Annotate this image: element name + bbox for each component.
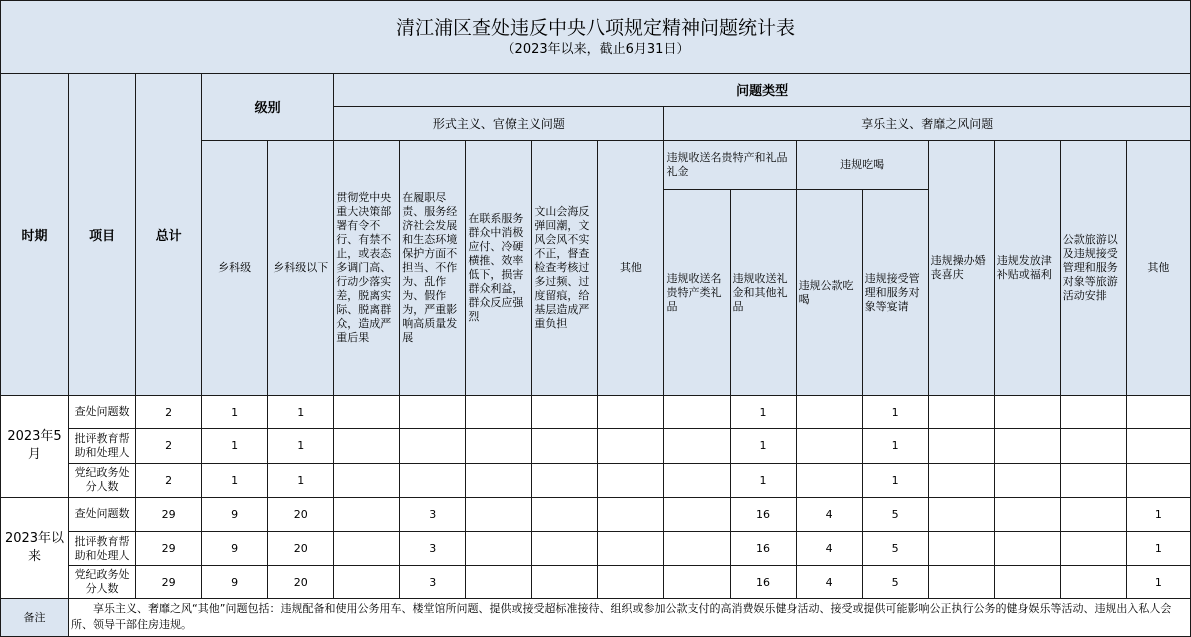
- header-hedonism: 享乐主义、奢靡之风问题: [664, 106, 1191, 140]
- f2-cell: [400, 396, 466, 429]
- f4-cell: [532, 463, 598, 497]
- f4-cell: [532, 532, 598, 566]
- h3-cell: [928, 463, 994, 497]
- header-gift-cash: 违规收送礼金和其他礼品: [730, 190, 796, 396]
- h4-cell: [994, 429, 1060, 463]
- gift-a-cell: [664, 396, 730, 429]
- gift-a-cell: [664, 532, 730, 566]
- total-cell: 29: [136, 566, 202, 598]
- dining-a-cell: 4: [796, 566, 862, 598]
- header-item: 项目: [69, 73, 136, 396]
- f1-cell: [334, 532, 400, 566]
- f1-cell: [334, 463, 400, 497]
- dining-b-cell: 1: [862, 429, 928, 463]
- f3-cell: [466, 463, 532, 497]
- total-cell: 29: [136, 497, 202, 531]
- f2-cell: 3: [400, 497, 466, 531]
- f2-cell: [400, 429, 466, 463]
- header-dining-banquets: 违规接受管理和服务对象等宴请: [862, 190, 928, 396]
- f4-cell: [532, 396, 598, 429]
- f2-cell: 3: [400, 532, 466, 566]
- gift-a-cell: [664, 429, 730, 463]
- header-gift-group: 违规收送名贵特产和礼品礼金: [664, 141, 796, 190]
- gift-a-cell: [664, 497, 730, 531]
- dining-a-cell: [796, 396, 862, 429]
- total-cell: 2: [136, 429, 202, 463]
- h3-cell: [928, 497, 994, 531]
- dining-a-cell: 4: [796, 532, 862, 566]
- township-cell: 1: [202, 429, 268, 463]
- header-formalism-other: 其他: [598, 141, 664, 396]
- h3-cell: [928, 566, 994, 598]
- header-total: 总计: [136, 73, 202, 396]
- f-other-cell: [598, 566, 664, 598]
- header-formalism-2: 在履职尽责、服务经济社会发展和生态环境保护方面不担当、不作为、乱作为、假作为，严重影响高质量发展: [400, 141, 466, 396]
- header-hedonism-other: 其他: [1126, 141, 1190, 396]
- h5-cell: [1060, 497, 1126, 531]
- dining-a-cell: 4: [796, 497, 862, 531]
- table-row: [1, 429, 1191, 463]
- header-formalism-4: 文山会海反弹回潮，文风会风不实不正，督查检查考核过多过频、过度留痕，给基层造成严重负担: [532, 141, 598, 396]
- township-cell: 1: [202, 396, 268, 429]
- total-cell: 2: [136, 396, 202, 429]
- header-problem-type: 问题类型: [334, 73, 1191, 106]
- h-other-cell: 1: [1126, 497, 1190, 531]
- h3-cell: [928, 396, 994, 429]
- h-other-cell: [1126, 463, 1190, 497]
- f-other-cell: [598, 532, 664, 566]
- table-row: [1, 396, 1191, 429]
- f-other-cell: [598, 463, 664, 497]
- f-other-cell: [598, 429, 664, 463]
- f4-cell: [532, 497, 598, 531]
- dining-a-cell: [796, 429, 862, 463]
- f2-cell: [400, 463, 466, 497]
- h4-cell: [994, 532, 1060, 566]
- item-cell: 批评教育帮助和处理人: [69, 429, 136, 463]
- item-cell: 查处问题数: [69, 396, 136, 429]
- h5-cell: [1060, 566, 1126, 598]
- header-weddings-funerals: 违规操办婚丧喜庆: [928, 141, 994, 396]
- header-level-below: 乡科级以下: [268, 141, 334, 396]
- item-cell: 批评教育帮助和处理人: [69, 532, 136, 566]
- item-cell: 党纪政务处分人数: [69, 463, 136, 497]
- f3-cell: [466, 566, 532, 598]
- note-text: 享乐主义、奢靡之风“其他”问题包括：违规配备和使用公务用车、楼堂馆所问题、提供或接受超标准接待、组织或参加公款支付的高消费娱乐健身活动、接受或提供可能影响公正执行公务的健身娱乐等活动、违规出入私人会所、领导干部住房违规。: [69, 598, 1191, 636]
- h3-cell: [928, 532, 994, 566]
- gift-b-cell: 16: [730, 566, 796, 598]
- f3-cell: [466, 497, 532, 531]
- h-other-cell: 1: [1126, 532, 1190, 566]
- item-cell: 查处问题数: [69, 497, 136, 531]
- h-other-cell: 1: [1126, 566, 1190, 598]
- township-cell: 9: [202, 566, 268, 598]
- table-row: [1, 463, 1191, 497]
- h-other-cell: [1126, 396, 1190, 429]
- h5-cell: [1060, 429, 1126, 463]
- page-subtitle: （2023年以来，截止6月31日）: [501, 41, 690, 57]
- h4-cell: [994, 463, 1060, 497]
- f4-cell: [532, 566, 598, 598]
- f1-cell: [334, 429, 400, 463]
- below-cell: 1: [268, 429, 334, 463]
- dining-b-cell: 5: [862, 497, 928, 531]
- township-cell: 9: [202, 497, 268, 531]
- item-cell: 党纪政务处分人数: [69, 566, 136, 598]
- f2-cell: 3: [400, 566, 466, 598]
- township-cell: 1: [202, 463, 268, 497]
- header-formalism: 形式主义、官僚主义问题: [334, 106, 664, 140]
- below-cell: 20: [268, 532, 334, 566]
- header-allowances: 违规发放津补贴或福利: [994, 141, 1060, 396]
- f1-cell: [334, 497, 400, 531]
- header-travel: 公款旅游以及违规接受管理和服务对象等旅游活动安排: [1060, 141, 1126, 396]
- dining-b-cell: 5: [862, 566, 928, 598]
- period-cell: 2023年5月: [1, 396, 69, 498]
- table-row: [1, 497, 1191, 531]
- header-level: 级别: [202, 73, 334, 141]
- gift-b-cell: 1: [730, 463, 796, 497]
- header-formalism-3: 在联系服务群众中消极应付、冷硬横推、效率低下，损害群众利益，群众反应强烈: [466, 141, 532, 396]
- f3-cell: [466, 429, 532, 463]
- f4-cell: [532, 429, 598, 463]
- total-cell: 29: [136, 532, 202, 566]
- header-formalism-1: 贯彻党中央重大决策部署有令不行、有禁不止，或表态多调门高、行动少落实差，脱离实际、脱离群众，造成严重后果: [334, 141, 400, 396]
- h4-cell: [994, 497, 1060, 531]
- header-gift-specialties: 违规收送名贵特产类礼品: [664, 190, 730, 396]
- dining-a-cell: [796, 463, 862, 497]
- table-row: [1, 566, 1191, 598]
- gift-b-cell: 16: [730, 497, 796, 531]
- h4-cell: [994, 566, 1060, 598]
- title-cell: [1, 1, 1191, 74]
- f3-cell: [466, 396, 532, 429]
- f3-cell: [466, 532, 532, 566]
- h3-cell: [928, 429, 994, 463]
- gift-a-cell: [664, 566, 730, 598]
- header-level-township: 乡科级: [202, 141, 268, 396]
- dining-b-cell: 5: [862, 532, 928, 566]
- h-other-cell: [1126, 429, 1190, 463]
- gift-b-cell: 16: [730, 532, 796, 566]
- gift-a-cell: [664, 463, 730, 497]
- below-cell: 20: [268, 497, 334, 531]
- h4-cell: [994, 396, 1060, 429]
- note-label: 备注: [1, 598, 69, 636]
- h5-cell: [1060, 396, 1126, 429]
- header-dining-group: 违规吃喝: [796, 141, 928, 190]
- below-cell: 1: [268, 463, 334, 497]
- f1-cell: [334, 566, 400, 598]
- total-cell: 2: [136, 463, 202, 497]
- page-title: 清江浦区查处违反中央八项规定精神问题统计表: [395, 16, 795, 39]
- header-period: 时期: [1, 73, 69, 396]
- township-cell: 9: [202, 532, 268, 566]
- f-other-cell: [598, 396, 664, 429]
- header-dining-public-funds: 违规公款吃喝: [796, 190, 862, 396]
- period-cell: 2023年以来: [1, 497, 69, 598]
- gift-b-cell: 1: [730, 396, 796, 429]
- h5-cell: [1060, 532, 1126, 566]
- dining-b-cell: 1: [862, 396, 928, 429]
- below-cell: 1: [268, 396, 334, 429]
- gift-b-cell: 1: [730, 429, 796, 463]
- table-row: [1, 532, 1191, 566]
- h5-cell: [1060, 463, 1126, 497]
- f1-cell: [334, 396, 400, 429]
- below-cell: 20: [268, 566, 334, 598]
- f-other-cell: [598, 497, 664, 531]
- dining-b-cell: 1: [862, 463, 928, 497]
